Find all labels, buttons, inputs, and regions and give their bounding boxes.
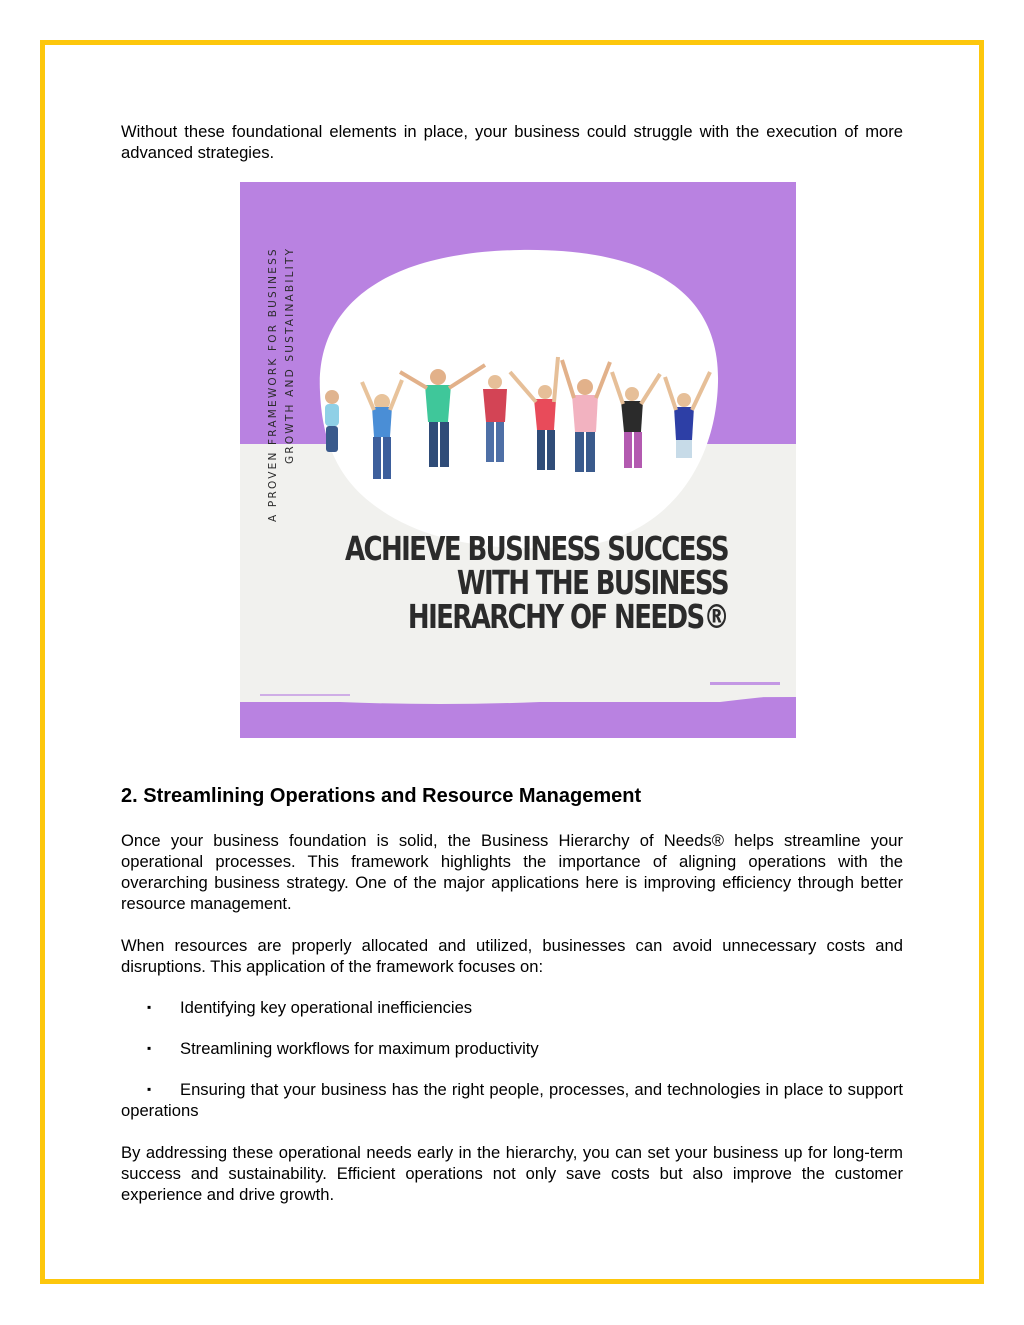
paragraph-2: When resources are properly allocated and utilized, businesses can avoid unnecessary costs and disruptions. This application of the framework focuses on: (121, 936, 903, 976)
list-item (121, 1079, 903, 1121)
intro-paragraph: Without these foundational elements in place, your business could struggle with the execution of more advanced strategies. (121, 122, 903, 162)
figure-vertical-text-1: A PROVEN FRAMEWORK FOR BUSINESS (267, 247, 279, 522)
figure-headline-line-2: WITH THE BUSINESS (456, 564, 728, 602)
list-item-text: Ensuring that your business has the right people, processes, and technologies in place to support operations (121, 1080, 903, 1120)
paragraph-3: By addressing these operational needs early in the hierarchy, you can set your business up for long-term success and sustainability. Efficient operations not only save costs but also improve the customer experience and drive growth. (121, 1143, 903, 1204)
list-item (121, 997, 903, 1018)
figure-graphic (240, 182, 796, 738)
figure-headline-line-1: ACHIEVE BUSINESS SUCCESS (344, 530, 728, 568)
list-item-text: Identifying key operational inefficiencies (180, 998, 473, 1017)
section-heading: 2. Streamlining Operations and Resource Management (121, 785, 642, 807)
page-content (121, 121, 903, 1205)
list-item-text: Streamlining workflows for maximum productivity (180, 1039, 539, 1058)
bullet-icon: ▪ (147, 1041, 152, 1055)
hierarchy-of-needs-image (240, 182, 796, 738)
figure-vertical-text-2: GROWTH AND SUSTAINABILITY (284, 246, 296, 464)
figure-headline-line-3: HIERARCHY OF NEEDS® (407, 598, 728, 636)
bullet-icon: ▪ (147, 1082, 152, 1096)
list-item (121, 1038, 903, 1059)
focus-list (121, 997, 903, 1121)
paragraph-1: Once your business foundation is solid, the Business Hierarchy of Needs® helps streamline your operational processes. This framework highlights the importance of aligning operations with the overarching business strategy. One of the major applications here is improving efficiency through better resource management. (121, 831, 903, 913)
bullet-icon: ▪ (147, 1000, 152, 1014)
